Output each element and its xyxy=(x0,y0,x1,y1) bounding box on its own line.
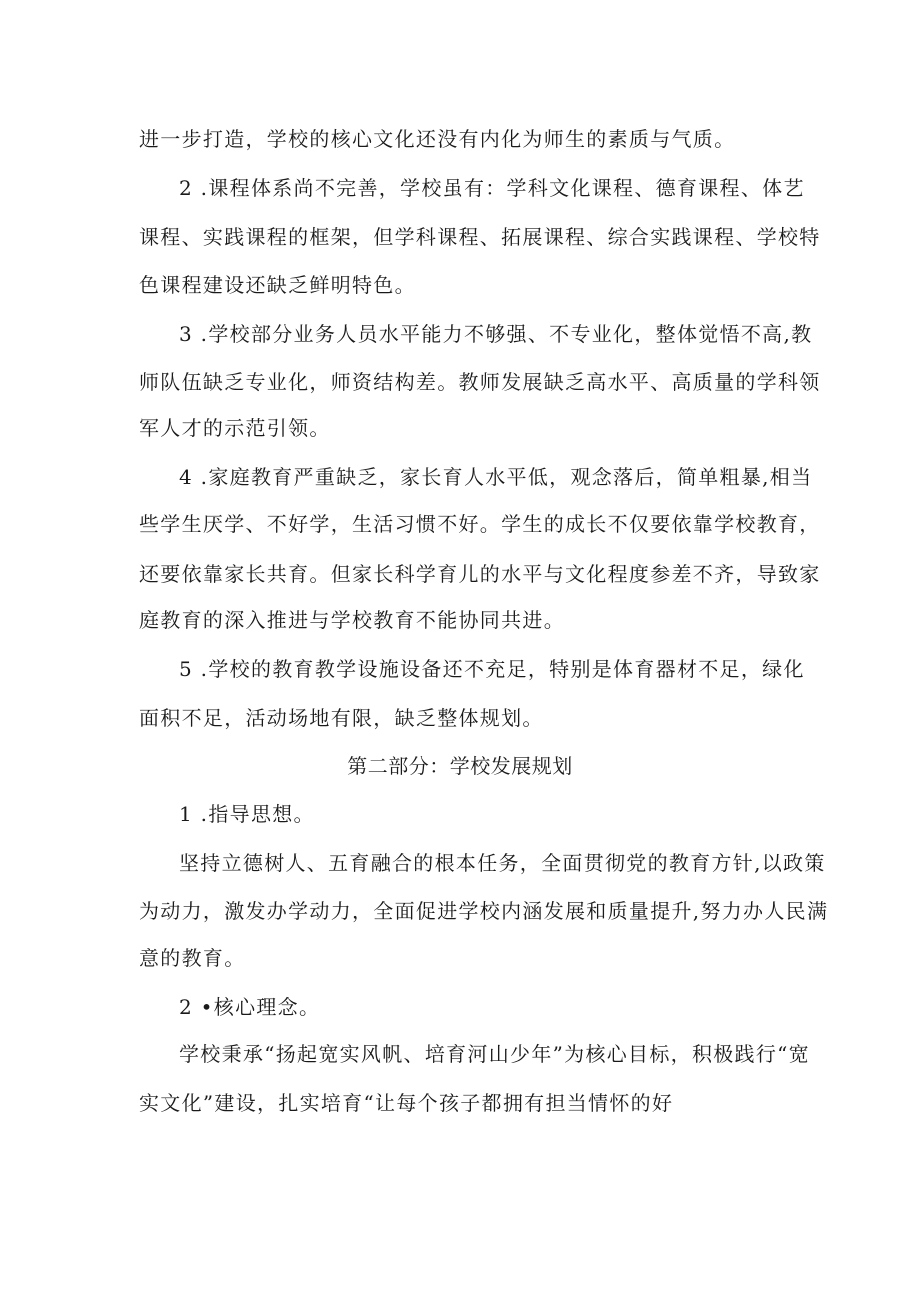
paragraph-line: 色课程建设还缺乏鲜明特色。 xyxy=(139,273,416,297)
paragraph-line: 实文化”建设，扎实培育“让每个孩子都拥有担当情怀的好 xyxy=(139,1091,674,1115)
paragraph-line: 意的教育。 xyxy=(139,946,246,970)
paragraph-line: 还要依靠家长共育。但家长科学育儿的水平与文化程度参差不齐，导致家 xyxy=(139,562,821,586)
paragraph-line: 军人才的示范引领。 xyxy=(139,416,331,440)
subsection-heading: 2 •核心理念。 xyxy=(179,995,321,1019)
paragraph-line: 4 .家庭教育严重缺乏，家长育人水平低，观念落后，简单粗暴,相当 xyxy=(179,465,813,489)
paragraph-line: 学校秉承“扬起宽实风帆、培育河山少年”为核心目标，积极践行“宽 xyxy=(179,1042,810,1066)
paragraph-line: 庭教育的深入推进与学校教育不能协同共进。 xyxy=(139,608,565,632)
paragraph-line: 师队伍缺乏专业化，师资结构差。教师发展缺乏高水平、高质量的学科领 xyxy=(139,370,821,394)
paragraph-line: 为动力，激发办学动力，全面促进学校内涵发展和质量提升,努力办人民满 xyxy=(139,899,829,923)
section-heading: 第二部分：学校发展规划 xyxy=(347,754,573,778)
paragraph-line: 坚持立德树人、五育融合的根本任务，全面贯彻党的教育方针,以政策 xyxy=(179,851,826,875)
paragraph-line: 些学生厌学、不好学，生活习惯不好。学生的成长不仅要依靠学校教育， xyxy=(139,512,821,536)
paragraph-line: 5 .学校的教育教学设施设备还不充足，特别是体育器材不足，绿化 xyxy=(179,657,805,681)
paragraph-line: 课程、实践课程的框架，但学科课程、拓展课程、综合实践课程、学校特 xyxy=(139,225,821,249)
paragraph-line: 3 .学校部分业务人员水平能力不够强、不专业化，整体觉悟不高,教 xyxy=(179,322,813,346)
paragraph-line: 2 .课程体系尚不完善，学校虽有：学科文化课程、德育课程、体艺 xyxy=(179,176,805,200)
paragraph-line: 面积不足，活动场地有限，缺乏整体规划。 xyxy=(139,706,544,730)
paragraph-line: 进一步打造，学校的核心文化还没有内化为师生的素质与气质。 xyxy=(139,127,736,151)
subsection-heading: 1 .指导思想。 xyxy=(179,802,315,826)
